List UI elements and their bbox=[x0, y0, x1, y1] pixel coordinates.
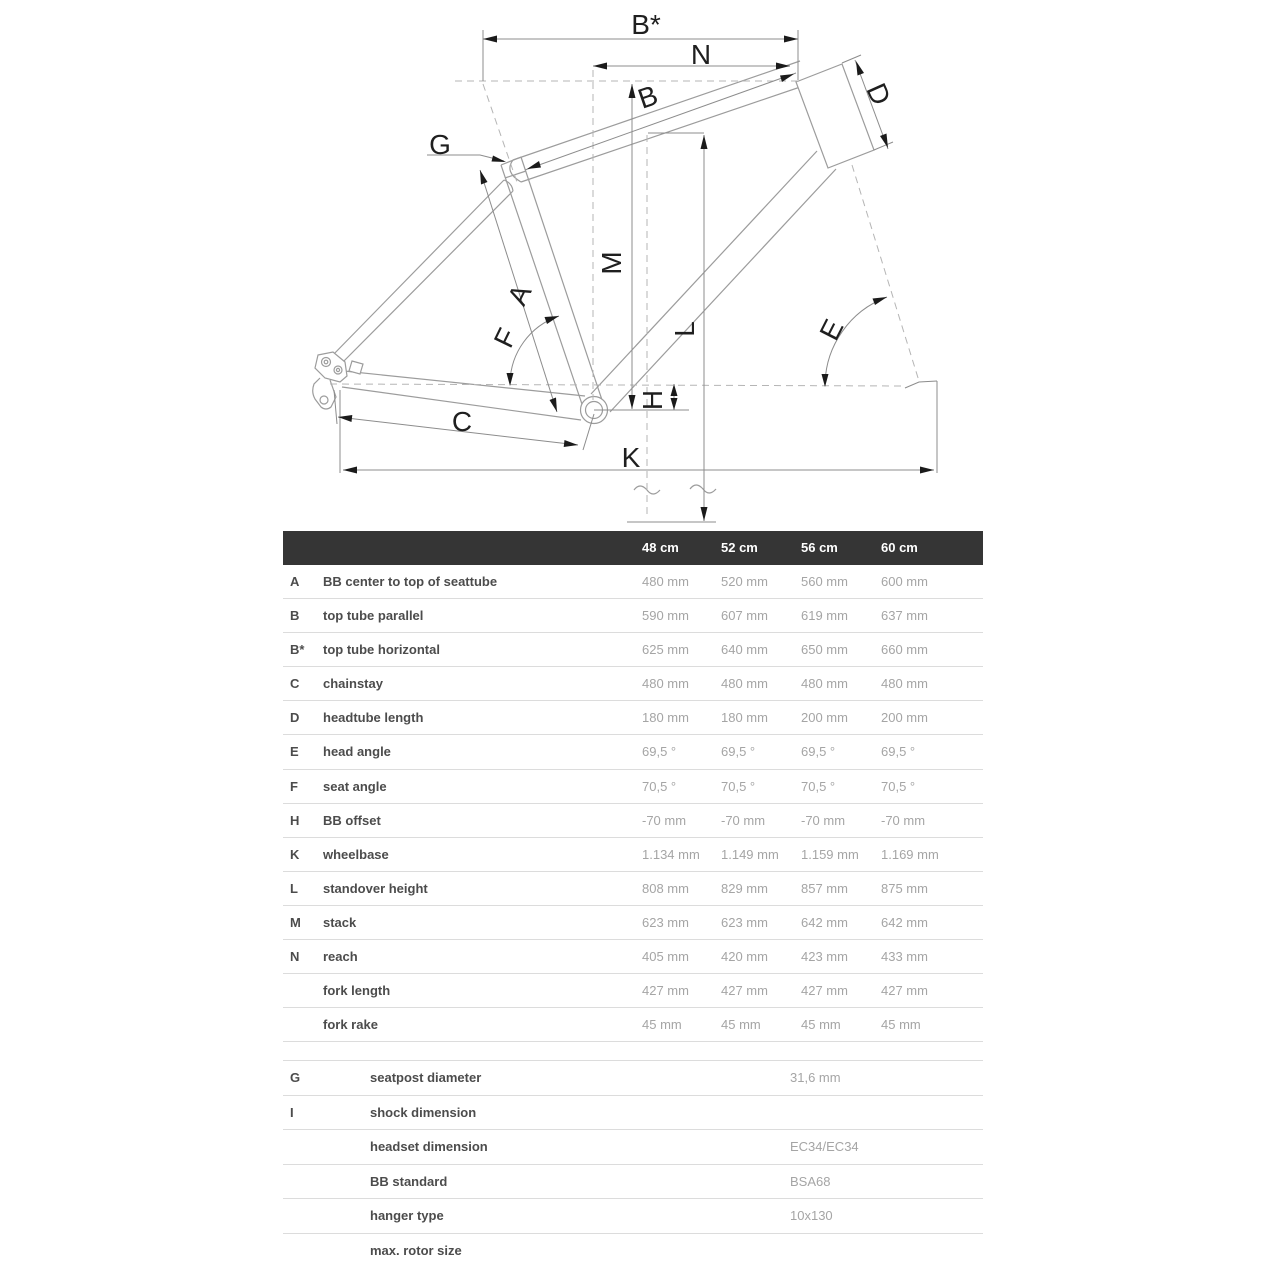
row-label: BB offset bbox=[323, 812, 381, 828]
table-row bbox=[283, 838, 983, 872]
row-letter: N bbox=[290, 949, 300, 965]
table-row bbox=[283, 770, 983, 804]
row-value: -70 mm bbox=[642, 812, 687, 828]
row-letter: B* bbox=[290, 642, 305, 658]
row-letter: G bbox=[290, 1070, 301, 1085]
row-value: 10x130 bbox=[790, 1208, 833, 1223]
row-value: -70 mm bbox=[801, 812, 846, 828]
dim-label-top-tube-horizontal: B* bbox=[631, 9, 661, 40]
row-value: 600 mm bbox=[881, 574, 928, 589]
table-row bbox=[283, 1060, 983, 1095]
row-value: 69,5 ° bbox=[881, 744, 916, 760]
table-row bbox=[283, 804, 983, 838]
row-value: 520 mm bbox=[721, 574, 768, 589]
row-value: 619 mm bbox=[801, 608, 848, 624]
dim-label-bb-offset: H bbox=[637, 389, 668, 411]
size-header-56: 56 cm bbox=[801, 540, 838, 555]
row-value: 1.149 mm bbox=[721, 846, 779, 862]
table-row bbox=[283, 940, 983, 974]
row-letter: F bbox=[290, 778, 298, 794]
dim-label-seattube: A bbox=[501, 279, 538, 311]
row-value: 1.169 mm bbox=[881, 846, 939, 862]
size-header-52: 52 cm bbox=[721, 540, 758, 555]
row-value: 857 mm bbox=[801, 880, 848, 896]
row-value: 70,5 ° bbox=[721, 778, 756, 794]
row-letter: E bbox=[290, 744, 299, 760]
row-value: 1.134 mm bbox=[642, 846, 700, 862]
dim-label-wheelbase: K bbox=[621, 442, 641, 473]
dim-label-chainstay: C bbox=[451, 406, 473, 437]
row-label: headtube length bbox=[323, 710, 424, 726]
row-value: 45 mm bbox=[642, 1017, 682, 1033]
row-value: 808 mm bbox=[642, 880, 689, 896]
row-label: standover height bbox=[323, 880, 428, 896]
row-letter: H bbox=[290, 812, 300, 828]
row-value: 427 mm bbox=[881, 983, 928, 999]
row-value: 433 mm bbox=[881, 949, 928, 965]
frame-geometry-diagram bbox=[0, 0, 1278, 530]
row-value: 637 mm bbox=[881, 608, 928, 624]
row-value: 1.159 mm bbox=[801, 846, 859, 862]
row-label: wheelbase bbox=[323, 846, 389, 862]
table-row bbox=[283, 599, 983, 633]
row-value: 31,6 mm bbox=[790, 1070, 841, 1085]
row-letter: C bbox=[290, 676, 300, 692]
row-value: 69,5 ° bbox=[801, 744, 836, 760]
row-value: BSA68 bbox=[790, 1173, 831, 1189]
row-label: fork rake bbox=[323, 1017, 378, 1033]
size-table-header bbox=[283, 531, 983, 565]
row-letter: L bbox=[290, 880, 298, 896]
table-row bbox=[283, 633, 983, 667]
row-letter: M bbox=[290, 914, 301, 930]
row-value: 560 mm bbox=[801, 574, 848, 589]
row-label: BB center to top of seattube bbox=[323, 574, 498, 589]
row-value: 480 mm bbox=[642, 574, 689, 589]
row-value: 640 mm bbox=[721, 642, 768, 658]
row-value: 427 mm bbox=[642, 983, 689, 999]
row-value: 480 mm bbox=[881, 676, 928, 692]
row-letter: B bbox=[290, 608, 300, 624]
row-label: shock dimension bbox=[370, 1104, 477, 1120]
row-letter: A bbox=[290, 574, 300, 589]
row-value: 660 mm bbox=[881, 642, 928, 658]
row-value: 70,5 ° bbox=[642, 778, 677, 794]
row-value: 45 mm bbox=[801, 1017, 841, 1033]
table-row bbox=[283, 701, 983, 735]
row-letter: D bbox=[290, 710, 300, 726]
size-header-60: 60 cm bbox=[881, 540, 918, 555]
table-row bbox=[283, 1129, 983, 1164]
dim-label-seat-angle: F bbox=[487, 323, 524, 353]
table-row bbox=[283, 1164, 983, 1199]
row-value: 69,5 ° bbox=[721, 744, 756, 760]
row-label: reach bbox=[323, 949, 358, 965]
row-value: 70,5 ° bbox=[801, 778, 836, 794]
row-value: 590 mm bbox=[642, 608, 689, 624]
row-value: 427 mm bbox=[801, 983, 848, 999]
row-value: 200 mm bbox=[801, 710, 848, 726]
row-value: 623 mm bbox=[721, 914, 768, 930]
row-letter: I bbox=[290, 1104, 294, 1120]
table-row bbox=[283, 1198, 983, 1233]
row-value: 200 mm bbox=[881, 710, 928, 726]
row-value: -70 mm bbox=[721, 812, 766, 828]
table-row bbox=[283, 1095, 983, 1130]
row-value: 480 mm bbox=[642, 676, 689, 692]
row-value: 875 mm bbox=[881, 880, 928, 896]
dim-label-seatpost: G bbox=[429, 129, 451, 160]
row-value: 423 mm bbox=[801, 949, 848, 965]
row-value: 70,5 ° bbox=[881, 778, 916, 794]
row-value: 480 mm bbox=[721, 676, 768, 692]
row-value: 650 mm bbox=[801, 642, 848, 658]
row-value: 405 mm bbox=[642, 949, 689, 965]
row-value: 427 mm bbox=[721, 983, 768, 999]
row-value: EC34/EC34 bbox=[790, 1139, 859, 1154]
row-value: 45 mm bbox=[881, 1017, 921, 1033]
row-label: headset dimension bbox=[370, 1139, 488, 1154]
row-value: 625 mm bbox=[642, 642, 689, 658]
dim-label-reach: N bbox=[690, 39, 712, 70]
row-label: head angle bbox=[323, 744, 391, 760]
dim-label-stack: M bbox=[596, 251, 627, 275]
row-value: 829 mm bbox=[721, 880, 768, 896]
row-value: 420 mm bbox=[721, 949, 768, 965]
size-header-48: 48 cm bbox=[642, 540, 679, 555]
row-label: fork length bbox=[323, 983, 391, 999]
dim-label-top-tube-parallel: B bbox=[634, 79, 662, 115]
row-label: top tube parallel bbox=[323, 608, 424, 624]
row-label: stack bbox=[323, 914, 357, 930]
row-value: 480 mm bbox=[801, 676, 848, 692]
row-value: -70 mm bbox=[881, 812, 926, 828]
dim-label-standover: L bbox=[669, 321, 700, 337]
table-row bbox=[283, 872, 983, 906]
row-letter: K bbox=[290, 846, 300, 862]
row-value: 623 mm bbox=[642, 914, 689, 930]
row-label: max. rotor size bbox=[370, 1242, 462, 1258]
table-row bbox=[283, 565, 983, 599]
table-row bbox=[283, 667, 983, 701]
row-value: 642 mm bbox=[801, 914, 848, 930]
table-row bbox=[283, 1008, 983, 1042]
row-value: 642 mm bbox=[881, 914, 928, 930]
table-row bbox=[283, 1233, 983, 1268]
dim-label-head-angle: E bbox=[813, 314, 850, 346]
table-row bbox=[283, 735, 983, 769]
dim-label-headtube: D bbox=[860, 78, 897, 110]
row-value: 69,5 ° bbox=[642, 744, 677, 760]
row-label: top tube horizontal bbox=[323, 642, 440, 658]
row-label: chainstay bbox=[323, 676, 383, 692]
row-value: 45 mm bbox=[721, 1017, 761, 1033]
row-label: seatpost diameter bbox=[370, 1070, 482, 1085]
row-label: hanger type bbox=[370, 1208, 444, 1223]
geometry-size-table bbox=[283, 531, 983, 1042]
row-value: 607 mm bbox=[721, 608, 768, 624]
row-label: seat angle bbox=[323, 778, 387, 794]
row-value: 180 mm bbox=[721, 710, 768, 726]
component-details-table bbox=[283, 1060, 983, 1267]
row-value: 180 mm bbox=[642, 710, 689, 726]
table-row bbox=[283, 974, 983, 1008]
row-label: BB standard bbox=[370, 1173, 448, 1189]
table-row bbox=[283, 906, 983, 940]
